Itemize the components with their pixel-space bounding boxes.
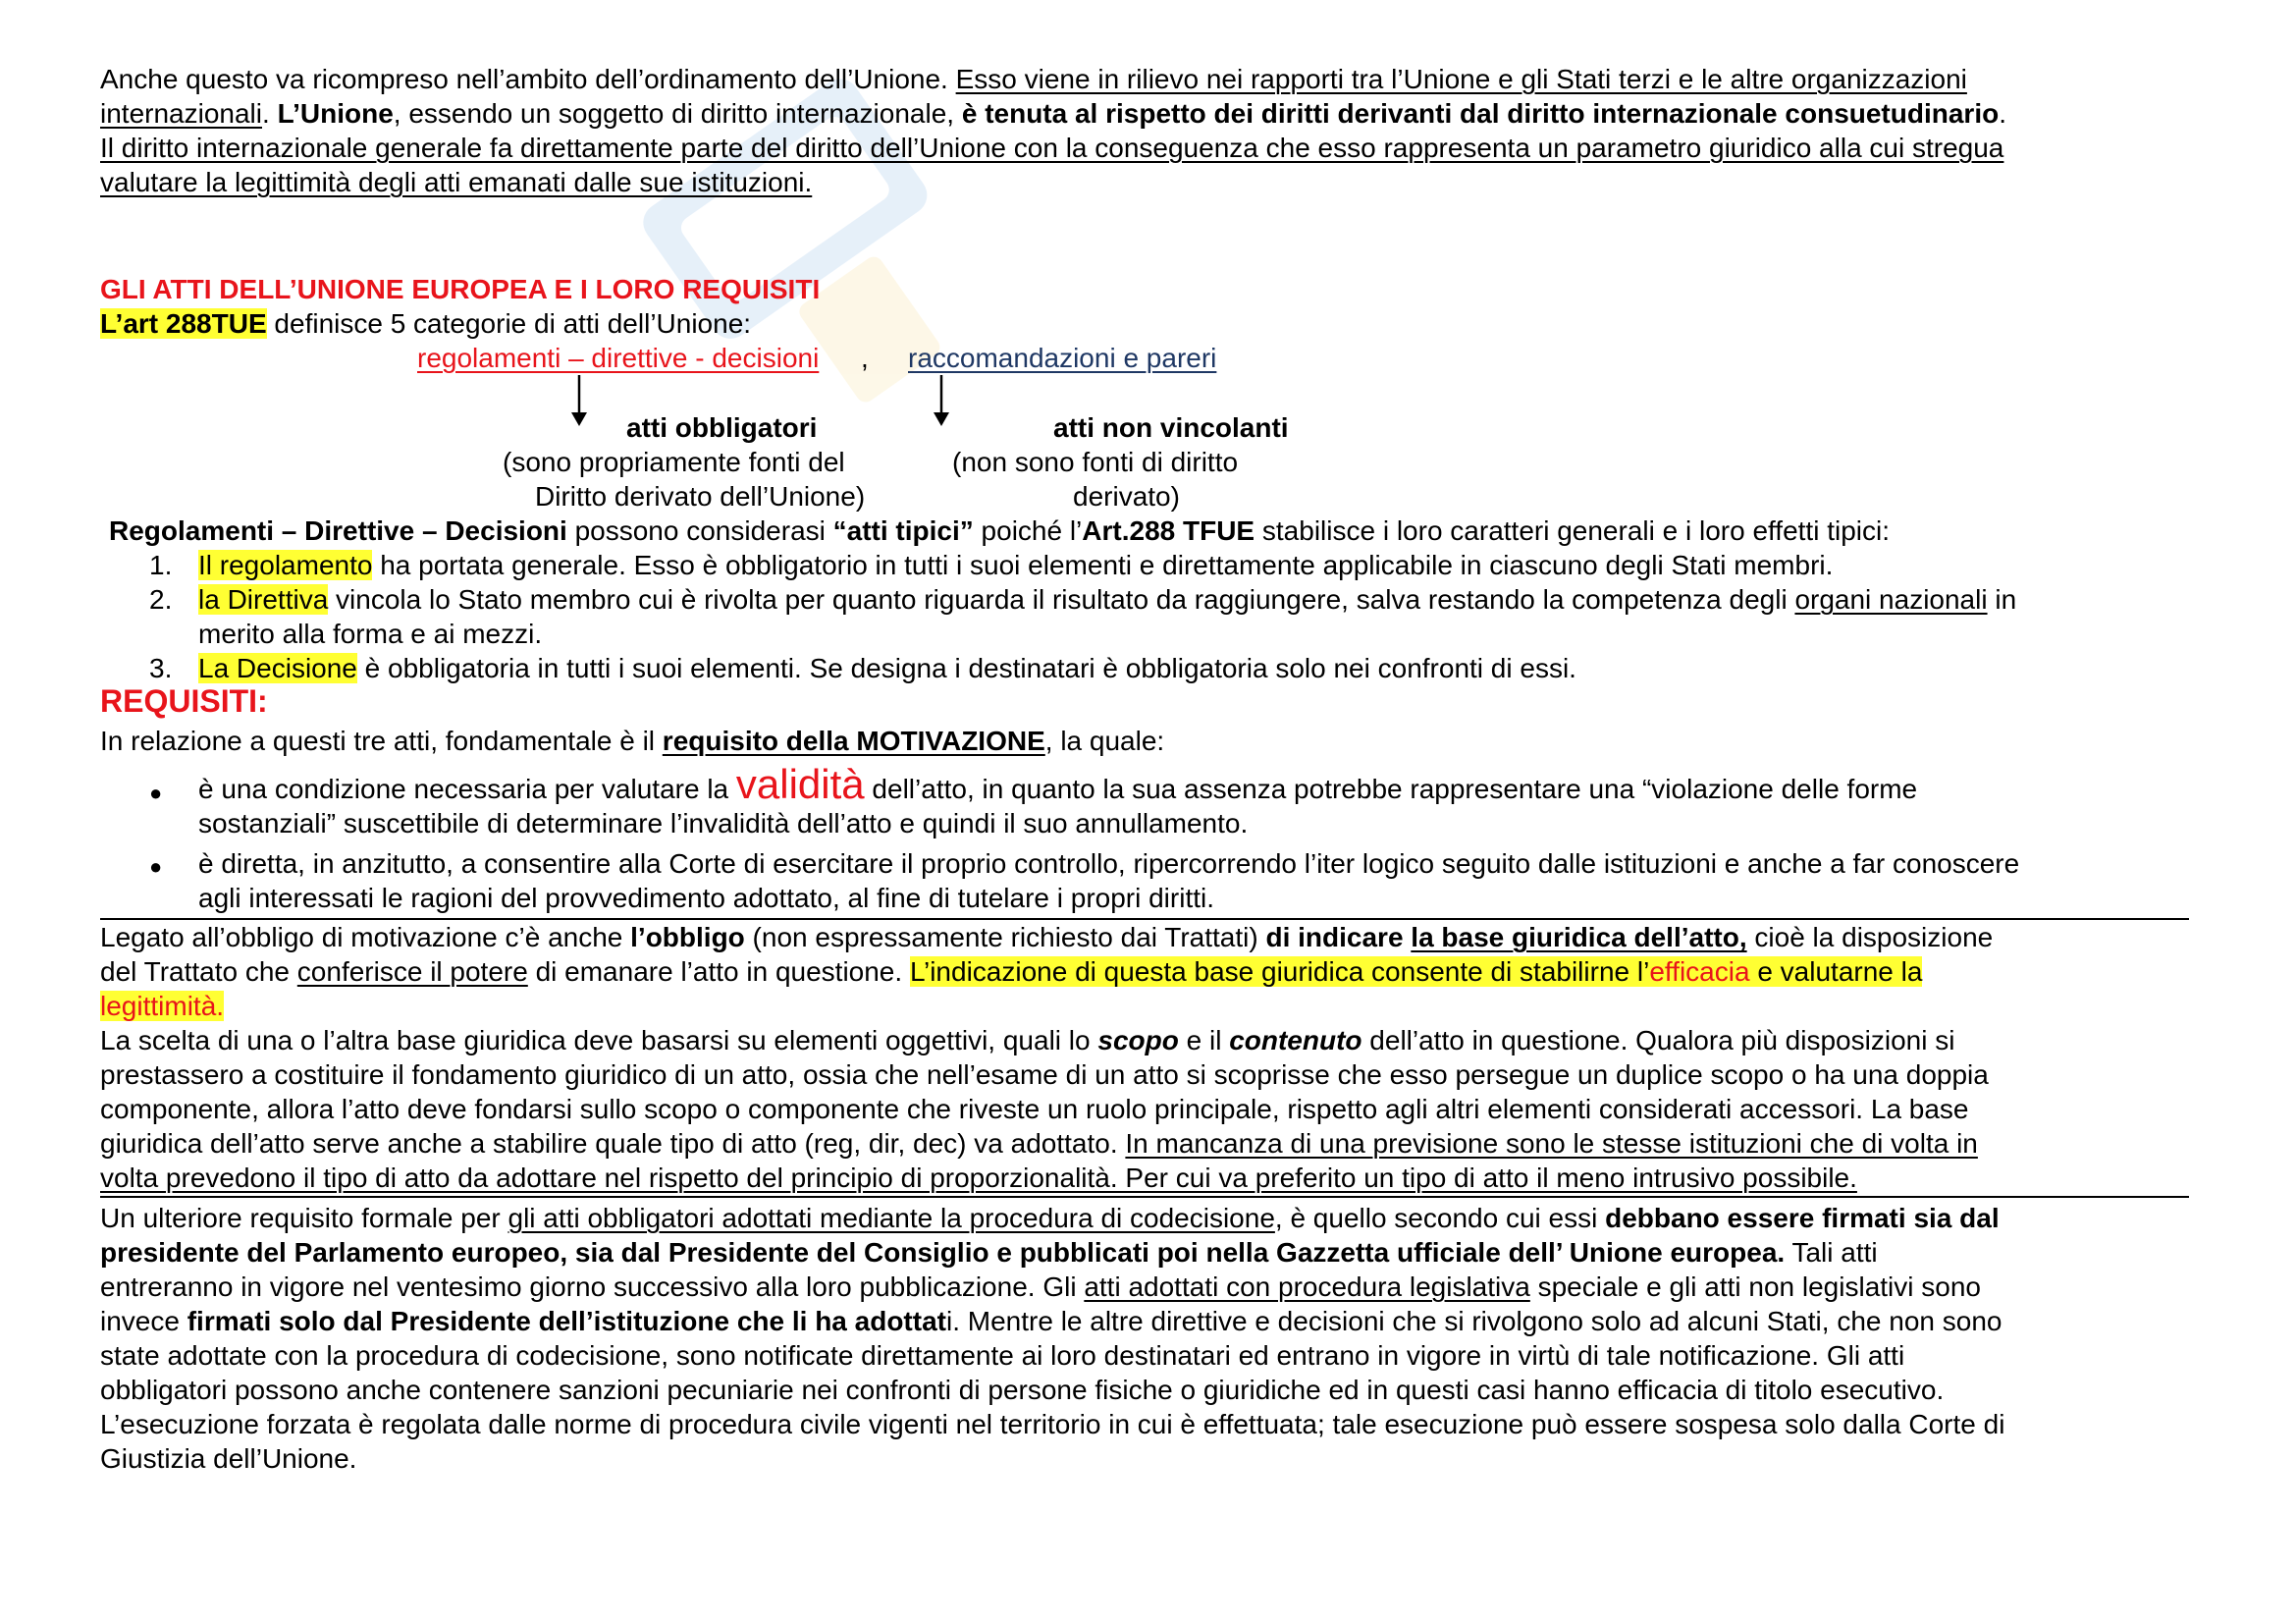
typical-acts-bold: “atti tipici” — [832, 515, 974, 546]
base-text: di emanare l’atto in questione. — [527, 956, 910, 987]
base-bold-underlined: la base giuridica dell’atto, — [1411, 922, 1747, 952]
scelta-text: componente, allora l’atto deve fondarsi sullo scopo o componente che riveste un ruolo principale, rispetto agli altri elementi considerati accessori. La base — [100, 1094, 1969, 1124]
intro-underlined-text: internazionali — [100, 98, 262, 129]
base-underlined: conferisce il potere — [296, 956, 528, 987]
ulteriore-text: Un ulteriore requisito formale per — [100, 1203, 508, 1233]
ulteriore-text: L’esecuzione forzata è regolata dalle norme di procedura civile vigenti nel territorio in cui è effettuata; tale esecuzione può essere sospesa solo dalla Corte di — [100, 1409, 2005, 1439]
divider-line — [100, 1196, 2189, 1198]
list-item-term: la Direttiva — [198, 584, 329, 615]
bullet-text: sostanziali” suscettibile di determinare l’invalidità dell’atto e quindi il suo annullamento. — [198, 808, 1249, 839]
typical-acts-text: stabilisce i loro caratteri generali e i loro effetti tipici: — [1255, 515, 1890, 546]
intro-text: . — [1999, 98, 2006, 129]
intro-paragraph — [100, 62, 2201, 199]
base-giuridica-paragraph — [100, 920, 2201, 1023]
scelta-bold-italic: scopo — [1097, 1025, 1179, 1055]
arrow-down-icon — [564, 373, 594, 428]
ulteriore-text: obbligatori possono anche contenere sanzioni pecuniarie nei confronti di persone fisiche o giuridiche ed in questi casi hanno efficacia di titolo esecutivo. — [100, 1375, 1945, 1405]
scelta-paragraph — [100, 1023, 2201, 1195]
ulteriore-underlined: atti adottati con procedura legislativa — [1084, 1271, 1530, 1302]
bullet-item — [198, 763, 2201, 840]
bullet-icon: ● — [149, 854, 163, 879]
list-item-underlined: organi nazionali — [1794, 584, 1988, 615]
list-item — [198, 651, 2201, 685]
typical-acts-line — [109, 514, 1890, 548]
list-item-text: vincola lo Stato membro cui è rivolta per quanto riguarda il risultato da raggiungere, salva restando la competenza degli — [328, 584, 1795, 615]
list-number: 1. — [149, 550, 173, 580]
ulteriore-text: , è quello secondo cui essi — [1274, 1203, 1606, 1233]
motivazione-text: In relazione a questi tre atti, fondamentale è il — [100, 726, 663, 756]
ulteriore-bold: firmati solo dal Presidente dell’istituzione che li ha adottat — [187, 1306, 946, 1336]
scelta-text: e il — [1178, 1025, 1230, 1055]
art-288-line — [100, 306, 751, 341]
arrow-down-icon — [927, 373, 956, 428]
bullet-text: dell’atto, in quanto la sua assenza potrebbe rappresentare una “violazione delle forme — [864, 774, 1918, 804]
list-item-term: La Decisione — [198, 653, 357, 683]
ulteriore-text: state adottate con la procedura di codecisione, sono notificate direttamente ai loro destinatari ed entrano in vigore in virtù di tale notificazione. Gli atti — [100, 1340, 1905, 1371]
list-item-text: in — [1987, 584, 2017, 615]
binding-acts-title: atti obbligatori — [626, 412, 818, 443]
scelta-text: prestassero a costituire il fondamento giuridico di un atto, ossia che nell’esame di un atto si scoprisse che esso persegue un duplice scopo o ha una doppia — [100, 1059, 1989, 1090]
list-number: 3. — [149, 653, 173, 683]
scelta-text: giuridica dell’atto serve anche a stabilire quale tipo di atto (reg, dir, dec) va adottato. — [100, 1128, 1126, 1159]
ulteriore-text: entreranno in vigore nel ventesimo giorno successivo alla loro pubblicazione. Gli — [100, 1271, 1085, 1302]
ulteriore-text: Giustizia dell’Unione. — [100, 1443, 357, 1474]
art-288-text: definisce 5 categorie di atti dell’Unione: — [266, 308, 752, 339]
ulteriore-bold: presidente del Parlamento europeo, sia dal Presidente del Consiglio e pubblicati poi nella Gazzetta ufficiale dell’ Unione europea. — [100, 1237, 1786, 1268]
typical-acts-bold: Regolamenti – Direttive – Decisioni — [109, 515, 567, 546]
scelta-text: La scelta di una o l’altra base giuridica deve basarsi su elementi oggettivi, quali lo — [100, 1025, 1098, 1055]
intro-line-2 — [100, 96, 2201, 131]
ulteriore-text: invece — [100, 1306, 187, 1336]
motivazione-line — [100, 724, 1164, 758]
base-bold: di indicare — [1265, 922, 1412, 952]
scelta-bold-italic: contenuto — [1229, 1025, 1362, 1055]
non-binding-acts-desc: derivato) — [1073, 481, 1180, 512]
efficacia-word: efficacia — [1649, 956, 1750, 987]
base-highlight: L’indicazione di questa base giuridica consente di stabilirne l’ — [909, 956, 1650, 987]
bullet-text: agli interessati le ragioni del provvedimento adottato, al fine di tutelare i propri diritti. — [198, 883, 1215, 913]
intro-line-4: valutare la legittimità degli atti emanati dalle sue istituzioni. — [100, 167, 813, 197]
intro-bold-text: è tenuta al rispetto dei diritti derivanti dal diritto internazionale consuetudinario — [961, 98, 2000, 129]
base-text: (non espressamente richiesto dai Trattati) — [744, 922, 1266, 952]
intro-text: . — [262, 98, 278, 129]
legittimita-word: legittimità. — [100, 991, 225, 1021]
non-binding-acts-group: raccomandazioni e pareri — [908, 343, 1217, 373]
list-item — [198, 548, 2201, 582]
list-item-term: Il regolamento — [198, 550, 373, 580]
base-text: del Trattato che — [100, 956, 297, 987]
list-item-text: è obbligatoria in tutti i suoi elementi. Se designa i destinatari è obbligatoria solo nei confronti di essi. — [356, 653, 1576, 683]
non-binding-acts-desc: (non sono fonti di diritto — [952, 447, 1239, 477]
list-item-text: merito alla forma e ai mezzi. — [198, 619, 543, 649]
list-item-text: ha portata generale. Esso è obbligatorio in tutti i suoi elementi e direttamente applicabile in ciascuno degli Stati membri. — [372, 550, 1834, 580]
base-bold: l’obbligo — [630, 922, 745, 952]
bullet-text: è diretta, in anzitutto, a consentire alla Corte di esercitare il proprio controllo, ripercorrendo l’iter logico seguito dalle istituzioni e anche a far conoscere — [198, 848, 2020, 879]
typical-acts-text: poiché l’ — [973, 515, 1083, 546]
diagram-comma: , — [861, 343, 869, 373]
ulteriore-underlined: gli atti obbligatori adottati mediante la procedura di codecisione — [507, 1203, 1275, 1233]
scelta-underlined: In mancanza di una previsione sono le stesse istituzioni che di volta in — [1125, 1128, 1978, 1159]
ulteriore-paragraph — [100, 1201, 2201, 1476]
bullet-item — [198, 846, 2201, 915]
ulteriore-text: Tali atti — [1785, 1237, 1878, 1268]
typical-acts-text: possono considerasi — [566, 515, 833, 546]
ulteriore-text: i. Mentre le altre direttive e decisioni che si rivolgono solo ad alcuni Stati, che non sono — [945, 1306, 2002, 1336]
ulteriore-bold: debbano essere firmati sia dal — [1605, 1203, 2000, 1233]
intro-underlined-text: Esso viene in rilievo nei rapporti tra l’Unione e gli Stati terzi e le altre organizzazioni — [955, 64, 1967, 94]
binding-acts-desc: (sono propriamente fonti del — [503, 447, 845, 477]
binding-acts-group: regolamenti – direttive - decisioni — [417, 343, 820, 373]
motivazione-text: , la quale: — [1044, 726, 1165, 756]
base-highlight: e valutarne la — [1749, 956, 1923, 987]
list-number: 2. — [149, 584, 173, 615]
list-item — [198, 582, 2201, 651]
non-binding-acts-title: atti non vincolanti — [1053, 412, 1289, 443]
intro-text: , essendo un soggetto di diritto internazionale, — [393, 98, 962, 129]
ulteriore-text: speciale e gli atti non legislativi sono — [1529, 1271, 1981, 1302]
binding-acts-desc: Diritto derivato dell’Unione) — [535, 481, 866, 512]
intro-text: Anche questo va ricompreso nell’ambito dell’ordinamento dell’Unione. — [100, 64, 956, 94]
requisiti-heading: REQUISITI: — [100, 683, 268, 719]
bullet-text: è una condizione necessaria per valutare la — [198, 774, 736, 804]
art-288-highlight: L’art 288TUE — [100, 308, 267, 339]
scelta-text: dell’atto in questione. Qualora più disposizioni si — [1362, 1025, 1955, 1055]
intro-line-3: Il diritto internazionale generale fa direttamente parte del diritto dell’Unione con la conseguenza che esso rappresenta un parametro giuridico alla cui stregua — [100, 133, 2004, 163]
scelta-underlined: volta prevedono il tipo di atto da adottare nel rispetto del principio di proporzionalità. Per cui va preferito un tipo di atto il meno intrusivo possibile. — [100, 1163, 1857, 1193]
base-text: cioè la disposizione — [1746, 922, 1994, 952]
validita-word: validità — [735, 761, 865, 807]
intro-line-1 — [100, 62, 2201, 96]
bullet-icon: ● — [149, 781, 163, 805]
typical-acts-bold: Art.288 TFUE — [1082, 515, 1255, 546]
section-heading: GLI ATTI DELL’UNIONE EUROPEA E I LORO REQUISITI — [100, 274, 821, 304]
motivazione-bold: requisito della MOTIVAZIONE — [662, 726, 1045, 756]
intro-bold-text: L’Unione — [277, 98, 394, 129]
base-text: Legato all’obbligo di motivazione c’è anche — [100, 922, 631, 952]
